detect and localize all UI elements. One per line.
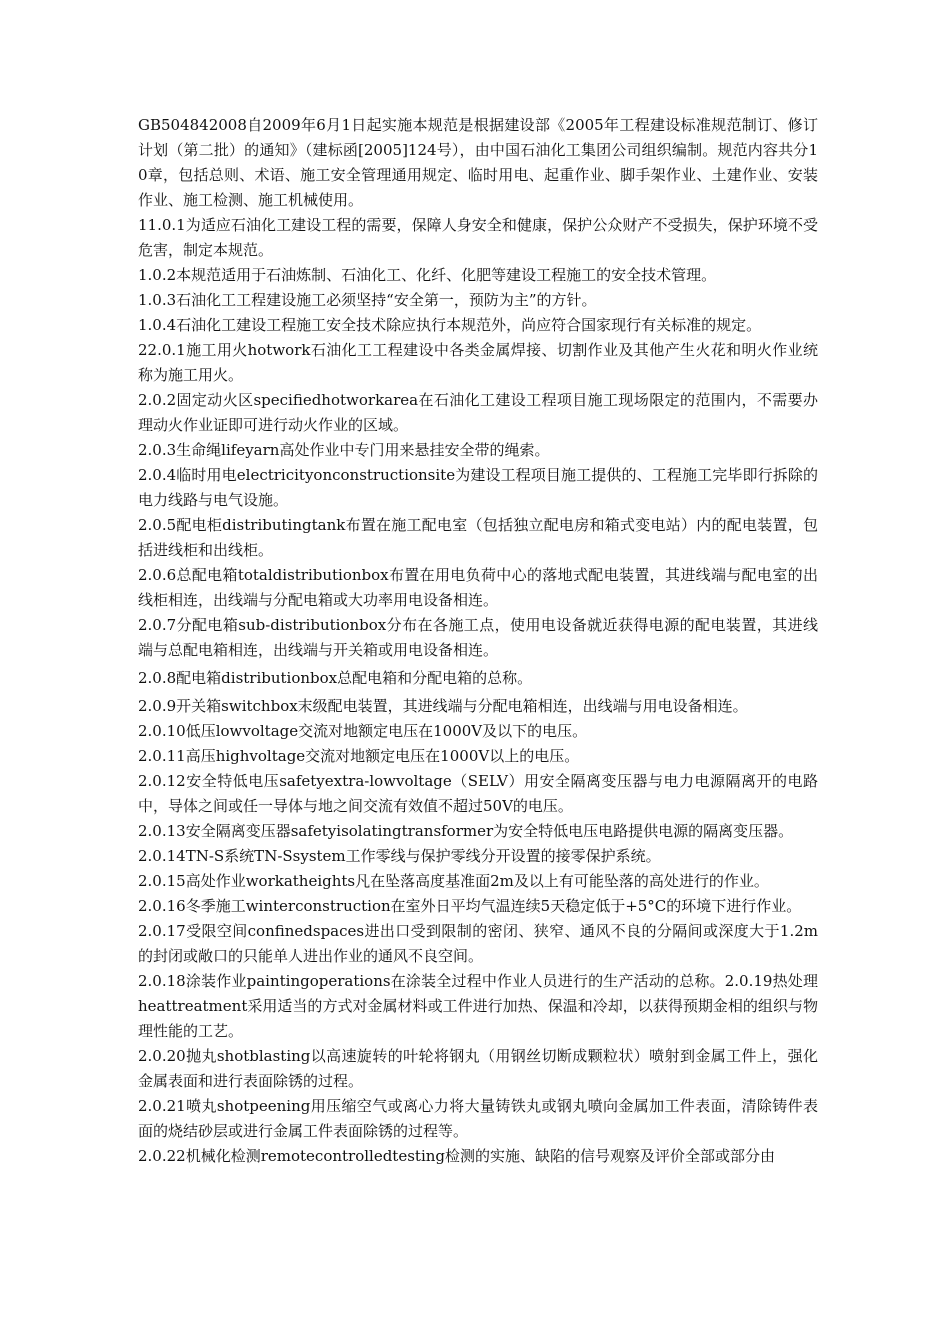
paragraph-2-0-10: 2.0.10低压lowvoltage交流对地额定电压在1000V及以下的电压。: [138, 722, 588, 740]
document-body: [138, 113, 818, 1169]
paragraph-2-0-11: 2.0.11高压highvoltage交流对地额定电压在1000V以上的电压。: [138, 747, 580, 765]
paragraph-2-0-4: 2.0.4临时用电electricityonconstructionsite为建设工程项目施工提供的、工程施工完毕即行拆除的电力线路与电气设施。: [138, 466, 818, 509]
paragraph-2-0-18: 2.0.18涂装作业paintingoperations在涂装全过程中作业人员进行的生产活动的总称。2.0.19热处理heattreatment采用适当的方式对金属材料或工件进行加热、保温和冷却，以获得预期金相的组织与物理性能的工艺。: [138, 972, 818, 1040]
paragraph-2-0-16: 2.0.16冬季施工winterconstruction在室外日平均气温连续5天稳定低于+5°C的环境下进行作业。: [138, 897, 802, 915]
paragraph-1-0-2: 1.0.2本规范适用于石油炼制、石油化工、化纤、化肥等建设工程施工的安全技术管理。: [138, 266, 717, 284]
paragraph-2-0-7: 2.0.7分配电箱sub-distributionbox分布在各施工点，使用电设备就近获得电源的配电装置，其进线端与总配电箱相连，出线端与开关箱或用电设备相连。: [138, 616, 818, 659]
paragraph-1-0-1: 11.0.1为适应石油化工建设工程的需要，保障人身安全和健康，保护公众财产不受损失，保护环境不受危害，制定本规范。: [138, 216, 818, 259]
paragraph-2-0-13: 2.0.13安全隔离变压器safetyisolatingtransformer为安全特低电压电路提供电源的隔离变压器。: [138, 822, 794, 840]
paragraph-1-0-3: 1.0.3石油化工工程建设施工必须坚持“安全第一，预防为主”的方针。: [138, 291, 597, 309]
paragraph-2-0-20: 2.0.20抛丸shotblasting以高速旋转的叶轮将钢丸（用钢丝切断成颗粒状）喷射到金属工件上，强化金属表面和进行表面除锈的过程。: [138, 1047, 818, 1090]
paragraph-2-0-9: 2.0.9开关箱switchbox末级配电装置，其进线端与分配电箱相连，出线端与用电设备相连。: [138, 697, 748, 715]
paragraph-intro: GB504842008自2009年6月1日起实施本规范是根据建设部《2005年工程建设标准规范制订、修订计划（第二批）的通知》（建标函[2005]124号），由中国石油化工集团公司组织编制。规范内容共分10章，包括总则、术语、施工安全管理通用规定、临时用电、起重作业、脚手架作业、土建作业、安装作业、施工检测、施工机械使用。: [138, 116, 818, 209]
paragraph-2-0-17: 2.0.17受限空间confinedspaces进出口受到限制的密闭、狭窄、通风不良的分隔间或深度大于1.2m的封闭或敞口的只能单人进出作业的通风不良空间。: [138, 922, 818, 965]
paragraph-2-0-8: 2.0.8配电箱distributionbox总配电箱和分配电箱的总称。: [138, 669, 533, 687]
paragraph-2-0-2: 2.0.2固定动火区specifiedhotworkarea在石油化工建设工程项目施工现场限定的范围内，不需要办理动火作业证即可进行动火作业的区域。: [138, 391, 818, 434]
paragraph-2-0-21: 2.0.21喷丸shotpeening用压缩空气或离心力将大量铸铁丸或钢丸喷向金属加工件表面，清除铸件表面的烧结砂层或进行金属工件表面除锈的过程等。: [138, 1097, 818, 1140]
paragraph-2-0-5: 2.0.5配电柜distributingtank布置在施工配电室（包括独立配电房和箱式变电站）内的配电装置，包括进线柜和出线柜。: [138, 516, 818, 559]
paragraph-2-0-12: 2.0.12安全特低电压safetyextra-lowvoltage（SELV）用安全隔离变压器与电力电源隔离开的电路中，导体之间或任一导体与地之间交流有效值不超过50V的电压。: [138, 772, 818, 815]
paragraph-2-0-3: 2.0.3生命绳lifeyarn高处作业中专门用来悬挂安全带的绳索。: [138, 441, 550, 459]
paragraph-2-0-15: 2.0.15高处作业workatheights凡在坠落高度基准面2m及以上有可能坠落的高处进行的作业。: [138, 872, 769, 890]
paragraph-1-0-4: 1.0.4石油化工建设工程施工安全技术除应执行本规范外，尚应符合国家现行有关标准的规定。: [138, 316, 762, 334]
paragraph-2-0-22: 2.0.22机械化检测remotecontrolledtesting检测的实施、缺陷的信号观察及评价全部或部分由: [138, 1147, 776, 1165]
paragraph-2-0-6: 2.0.6总配电箱totaldistributionbox布置在用电负荷中心的落地式配电装置，其进线端与配电室的出线柜相连，出线端与分配电箱或大功率用电设备相连。: [138, 566, 818, 609]
paragraph-2-0-1: 22.0.1施工用火hotwork石油化工工程建设中各类金属焊接、切割作业及其他产生火花和明火作业统称为施工用火。: [138, 341, 818, 384]
paragraph-2-0-14: 2.0.14TN-S系统TN-Ssystem工作零线与保护零线分开设置的接零保护系统。: [138, 847, 661, 865]
